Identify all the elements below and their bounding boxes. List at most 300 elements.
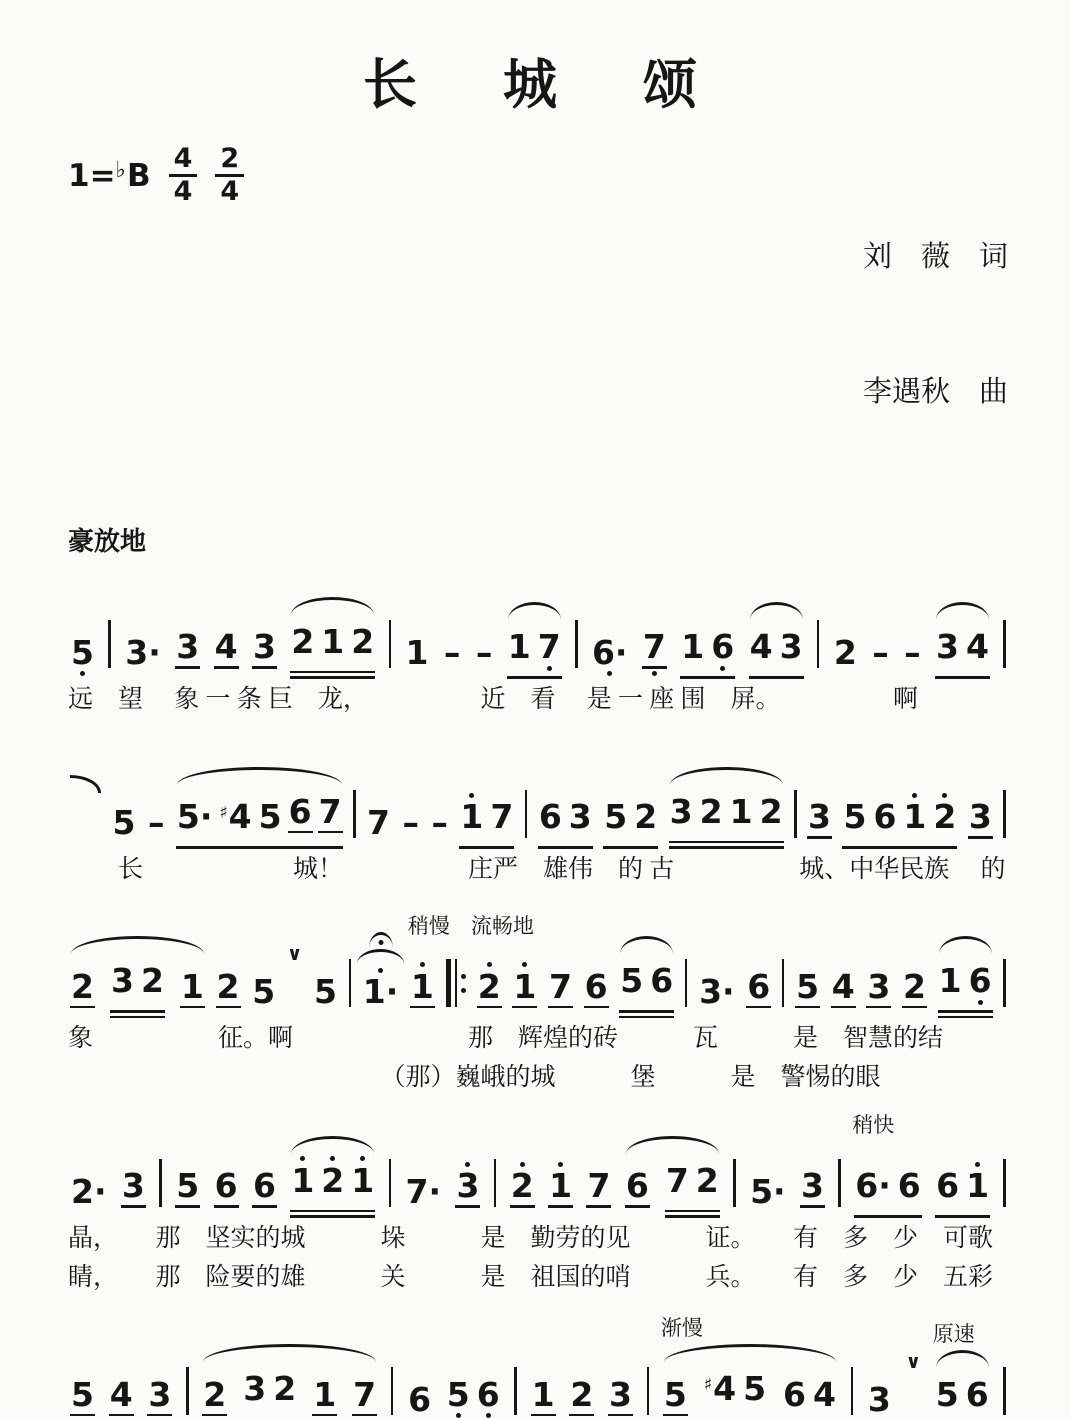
underline-stroke: [902, 1006, 927, 1009]
beam-group: [852, 1113, 921, 1218]
note-digit: 6: [873, 797, 897, 837]
note-digit: 2: [510, 1166, 534, 1205]
note-digit: 3: [936, 627, 959, 666]
note: [320, 1154, 345, 1207]
time-sig-denominator: 4: [173, 176, 193, 208]
underline-stroke: [680, 676, 735, 679]
note: [968, 790, 993, 849]
octave-dot: [607, 671, 612, 676]
beam-notes: [538, 790, 593, 843]
beam-group: [782, 1368, 837, 1418]
dash-note: [430, 796, 449, 849]
underline-stroke: [109, 1414, 134, 1417]
note-digit: 6: [408, 1380, 432, 1418]
note: [935, 1159, 960, 1212]
note: [352, 1368, 377, 1418]
dash-note: [401, 796, 420, 849]
beam-group: [749, 620, 804, 679]
duration-underline: [548, 1003, 573, 1009]
beam-notes: [842, 790, 957, 843]
note-digit: 7: [318, 791, 342, 831]
key-tonic: B: [126, 157, 151, 194]
slur-arc: [71, 936, 204, 954]
note-digit: 6: [214, 1166, 238, 1205]
note: [538, 790, 563, 843]
note: [140, 954, 165, 1007]
song-title: 长 城 颂: [363, 55, 713, 115]
note-digit: 6: [252, 1166, 276, 1205]
underline-stroke: [507, 676, 562, 679]
beam-underline: [935, 673, 990, 679]
underline-stroke: [147, 1414, 172, 1417]
barline: [389, 1159, 392, 1207]
underline-stroke: [584, 1006, 609, 1009]
underline-stroke: [665, 1210, 720, 1213]
beam-notes: [680, 620, 735, 673]
note-digit: 3: [121, 1166, 145, 1205]
barline: [1003, 790, 1006, 838]
underline-stroke: [70, 1006, 95, 1009]
note-digit: 1: [938, 961, 962, 1000]
underline-stroke: [290, 671, 375, 674]
note-digit: 5: [796, 966, 820, 1006]
barline: [389, 620, 392, 668]
beam-group: [176, 785, 343, 849]
note-digit: 6: [965, 1374, 989, 1414]
dash-note: [871, 626, 890, 679]
slur-group: [202, 1362, 377, 1418]
duration-underline: [318, 828, 343, 834]
underline-stroke: [410, 1006, 435, 1009]
note-digit: 3: [456, 1166, 480, 1205]
underline-stroke: [663, 1414, 688, 1417]
note: [510, 1159, 535, 1218]
note-digit: 5: [112, 802, 136, 842]
note-digit: 2: [699, 791, 723, 831]
flat-sign: ♭: [115, 157, 126, 183]
note-digit: 4: [831, 966, 855, 1006]
repeat-dots: [461, 974, 466, 993]
note-digit: 6: [625, 1166, 649, 1205]
note: [477, 960, 502, 1019]
note-digit: 5: [843, 797, 867, 837]
note: [251, 965, 276, 1018]
note: [320, 615, 345, 668]
note: [272, 1362, 297, 1415]
barline: [159, 1159, 162, 1207]
note-digit: 5: [620, 961, 644, 1000]
beam-notes: [446, 1368, 501, 1418]
repeat-thick-bar: [446, 959, 451, 1007]
duration-underline: [663, 1411, 688, 1417]
note-digit: –: [147, 802, 165, 842]
note: [935, 1368, 960, 1418]
notes-row: [68, 1097, 1008, 1218]
slur-notes: [202, 1362, 377, 1418]
note-digit: 2: [321, 1160, 345, 1200]
beam-group: [703, 1362, 767, 1418]
note: [537, 620, 562, 673]
note: [407, 1373, 432, 1418]
note: [214, 620, 239, 679]
note-digit: 5: [71, 1374, 94, 1414]
key-prefix: 1=: [68, 157, 116, 194]
duration-underline: [70, 1411, 95, 1417]
note-digit: 1: [351, 1160, 375, 1200]
music-system-3: [68, 888, 1008, 1097]
low-octave-dots: [547, 664, 552, 672]
dash-note: [147, 796, 166, 849]
duration-underline: [795, 1003, 820, 1009]
duration-underline: [569, 1411, 594, 1417]
note: [902, 790, 927, 843]
note-digit: 2: [216, 966, 240, 1006]
note-digit: 5: [258, 797, 282, 837]
beam-notes: [703, 1362, 767, 1415]
key-signature: [68, 145, 244, 207]
note-digit: 5: [71, 632, 94, 672]
notes-row: [68, 888, 1008, 1018]
note: [902, 960, 927, 1019]
note: [568, 790, 593, 843]
beam-notes: [935, 620, 990, 673]
underline-stroke: [608, 1414, 633, 1417]
note: [489, 790, 514, 843]
barline: [838, 1159, 841, 1207]
note: [455, 1159, 480, 1218]
underline-stroke: [252, 666, 277, 669]
note-digit: 1: [549, 1166, 573, 1205]
underline-stroke: [938, 1016, 993, 1019]
beam-notes: [290, 1154, 375, 1207]
underline-stroke: [800, 1205, 825, 1208]
music-system-5: [68, 1296, 1008, 1418]
low-octave-dots: [607, 670, 612, 678]
note-digit: 4: [813, 1374, 836, 1414]
beam-underline: [842, 843, 957, 849]
note-digit: 3: [609, 1374, 632, 1414]
slur-group: [70, 954, 205, 1018]
note-digit: 2: [634, 797, 658, 837]
note-digit: 7·: [405, 1171, 442, 1211]
note-digit: 4: [749, 627, 773, 666]
barline: [647, 1367, 650, 1415]
note-digit: 1: [681, 627, 705, 666]
beam-underline: [110, 1007, 165, 1018]
note-digit: 2: [933, 797, 957, 837]
note-digit: 6: [476, 1374, 500, 1414]
note-digit: 4: [966, 627, 989, 666]
octave-dot: [486, 1413, 491, 1418]
note: [603, 790, 628, 843]
note: [897, 1159, 922, 1212]
note-digit: 6: [711, 627, 735, 666]
slur-arc: [936, 602, 989, 620]
beam-group: [619, 954, 674, 1018]
underline-stroke: [569, 1414, 594, 1417]
underline-stroke: [795, 1006, 820, 1009]
music-system-2: [68, 718, 1008, 888]
barline: [186, 1367, 189, 1415]
key-base: [68, 158, 151, 194]
tempo-annotation: 稍快: [852, 1113, 895, 1137]
note: [591, 626, 629, 679]
note: [290, 615, 315, 668]
duration-underline: [625, 1202, 650, 1208]
note-digit: 2: [902, 966, 926, 1006]
note-digit: 5: [313, 972, 337, 1011]
note-digit: 3: [252, 627, 276, 666]
note-digit: –: [402, 802, 419, 842]
duration-underline: [510, 1202, 535, 1208]
note: [703, 1362, 737, 1415]
duration-underline: [312, 1411, 337, 1417]
duration-underline: [175, 1202, 200, 1208]
note-digit: 3: [808, 797, 831, 837]
note: [742, 1362, 767, 1415]
repeat-dot: [461, 988, 466, 993]
note: [812, 1368, 837, 1418]
beam-underline: [603, 843, 658, 849]
underline-stroke: [619, 1016, 674, 1019]
note: [548, 1159, 573, 1218]
duration-underline: [807, 833, 832, 839]
beam-notes: [782, 1368, 837, 1418]
tempo-marking: 豪放地: [68, 526, 147, 556]
note-digit: 1: [405, 632, 429, 672]
note: [362, 965, 400, 1018]
note: [779, 620, 804, 673]
underline-stroke: [842, 846, 957, 849]
note: [121, 1159, 146, 1218]
beam-notes: [938, 954, 993, 1007]
barline: [353, 790, 356, 838]
beam-underline: [669, 838, 784, 849]
beam-notes: [110, 954, 165, 1007]
note-digit: 1: [460, 797, 484, 837]
note: [110, 954, 135, 1007]
underline-stroke: [538, 846, 593, 849]
barline: [494, 1159, 497, 1207]
underline-stroke: [642, 666, 667, 669]
note-digit: 1: [313, 1374, 337, 1414]
duration-underline: [109, 1411, 134, 1417]
beam-notes: [459, 790, 514, 843]
note: [710, 620, 735, 673]
underline-stroke: [935, 1215, 990, 1218]
note-digit: 1: [410, 966, 434, 1006]
beam-underline: [935, 1212, 990, 1218]
note: [649, 954, 674, 1007]
underline-stroke: [619, 1010, 674, 1013]
note: [608, 1368, 633, 1418]
beam-notes: [935, 1159, 990, 1212]
note: [313, 965, 338, 1018]
slur-notes: [625, 1154, 720, 1218]
duration-underline: [584, 1003, 609, 1009]
underline-stroke: [548, 1006, 573, 1009]
low-octave-dots: [978, 998, 983, 1006]
underline-stroke: [180, 1006, 205, 1009]
beam-group: [932, 1321, 990, 1418]
note: [70, 1165, 108, 1218]
underline-stroke: [175, 1205, 200, 1208]
note: [968, 954, 993, 1007]
low-octave-dots: [486, 1412, 491, 1418]
note: [214, 1159, 239, 1218]
note: [749, 620, 774, 673]
note-digit: –: [431, 802, 448, 842]
note: [405, 626, 430, 679]
note-digit: 5: [252, 972, 276, 1011]
beam-underline: [459, 843, 514, 849]
underline-stroke: [749, 676, 804, 679]
note: [258, 790, 283, 843]
note-digit: 3: [176, 627, 200, 666]
slur-arc: [291, 597, 374, 615]
duration-underline: [548, 1202, 573, 1208]
duration-underline: [410, 1003, 435, 1009]
underline-stroke: [586, 1205, 611, 1208]
note-digit: 2: [291, 621, 315, 661]
note-digit: 7: [642, 627, 666, 666]
beam-group: [290, 1154, 375, 1218]
note-digit: 3·: [125, 632, 161, 672]
duration-underline: [252, 663, 277, 669]
note: [290, 1154, 315, 1207]
note-digit: 1: [321, 621, 345, 661]
duration-underline: [147, 1411, 172, 1417]
slur-arc: [664, 1344, 836, 1362]
octave-dot: [80, 671, 85, 676]
barline: [575, 620, 578, 668]
note: [70, 1368, 95, 1418]
underline-stroke: [935, 676, 990, 679]
note: [932, 790, 957, 843]
dash-note: [903, 626, 922, 679]
low-octave-dots: [456, 1412, 461, 1418]
duration-underline: [214, 663, 239, 669]
beam-notes: [749, 620, 804, 673]
note: [759, 785, 784, 838]
note-digit: 2: [203, 1374, 227, 1414]
time-sig-numerator: 4: [169, 145, 198, 177]
sharp-sign: ♯: [219, 803, 228, 824]
lyricist-credit: 刘 薇 词: [862, 240, 1008, 273]
note: [507, 620, 532, 673]
repeat-dot: [461, 974, 466, 979]
note: [695, 1154, 720, 1207]
duration-underline: [512, 1003, 537, 1009]
note-digit: 5: [176, 1166, 200, 1205]
barline: [851, 1367, 854, 1415]
note: [548, 960, 573, 1019]
note: [665, 1154, 690, 1207]
beam-group: [935, 1159, 990, 1218]
barline: [108, 620, 111, 668]
score-body: [68, 558, 1008, 1418]
barline: [685, 959, 688, 1007]
barline: [391, 1367, 394, 1415]
slur-arc: [177, 767, 342, 785]
beam-notes: [935, 1368, 990, 1418]
beam-group: [665, 1154, 720, 1218]
underline-stroke: [288, 831, 313, 834]
note-digit: 4: [109, 1374, 133, 1414]
barline: [782, 959, 785, 1007]
note: [366, 796, 391, 849]
note: [935, 620, 960, 673]
duration-underline: [968, 833, 993, 839]
note-digit: 3: [867, 1380, 891, 1418]
note: [405, 1165, 443, 1218]
music-system-4: [68, 1097, 1008, 1297]
duration-underline: [477, 1003, 502, 1009]
beam-notes: [176, 785, 343, 844]
lyric-line-1: 晶， 那 坚实的城 垛 是 勤劳的见 证。 有 多 少 可歌: [68, 1224, 994, 1252]
note: [350, 1154, 375, 1207]
note-digit: 3: [110, 961, 134, 1000]
note-digit: 3: [148, 1374, 172, 1414]
note-digit: 6: [538, 797, 562, 837]
slur-group: [625, 1154, 720, 1218]
note: [586, 1159, 611, 1218]
note: [965, 620, 990, 673]
note-digit: –: [872, 632, 889, 672]
underline-stroke: [110, 1016, 165, 1019]
beam-underline: [749, 673, 804, 679]
note-digit: 2: [833, 632, 857, 672]
underline-stroke: [669, 841, 784, 844]
duration-underline: [175, 663, 200, 669]
duration-underline: [216, 1003, 241, 1009]
beam-group: [938, 954, 993, 1018]
duration-underline: [180, 1003, 205, 1009]
octave-dot: [652, 671, 657, 676]
note-digit: 5: [446, 1374, 470, 1414]
underline-stroke: [866, 1006, 891, 1009]
barline: [1003, 1159, 1006, 1207]
underline-stroke: [290, 1210, 375, 1213]
duration-underline: [455, 1202, 480, 1208]
note: [800, 1159, 825, 1218]
low-octave-dots: [652, 670, 657, 678]
dash-note: [443, 626, 462, 679]
note: [569, 1368, 594, 1418]
beam-group: [603, 790, 658, 849]
note: [867, 1373, 892, 1418]
note-digit: 6: [783, 1374, 807, 1414]
sharp-sign: ♯: [703, 1375, 713, 1395]
note: [619, 954, 644, 1007]
slur-arc: [670, 767, 783, 785]
slur-arc: [508, 602, 561, 620]
beam-underline: [619, 1007, 674, 1018]
note-digit: 6: [936, 1166, 960, 1205]
slur-arc: [357, 949, 405, 964]
low-octave-dots: [720, 664, 725, 672]
note-digit: 7: [587, 1166, 611, 1205]
note: [175, 620, 200, 679]
beam-group: [110, 954, 165, 1018]
note-digit: 1: [513, 966, 537, 1006]
note-digit: 7: [353, 1374, 377, 1414]
time-signature-2: [215, 145, 244, 207]
underline-stroke: [603, 846, 658, 849]
underline-stroke: [477, 1006, 502, 1009]
note-digit: 5: [604, 797, 628, 837]
duration-underline: [608, 1411, 633, 1417]
